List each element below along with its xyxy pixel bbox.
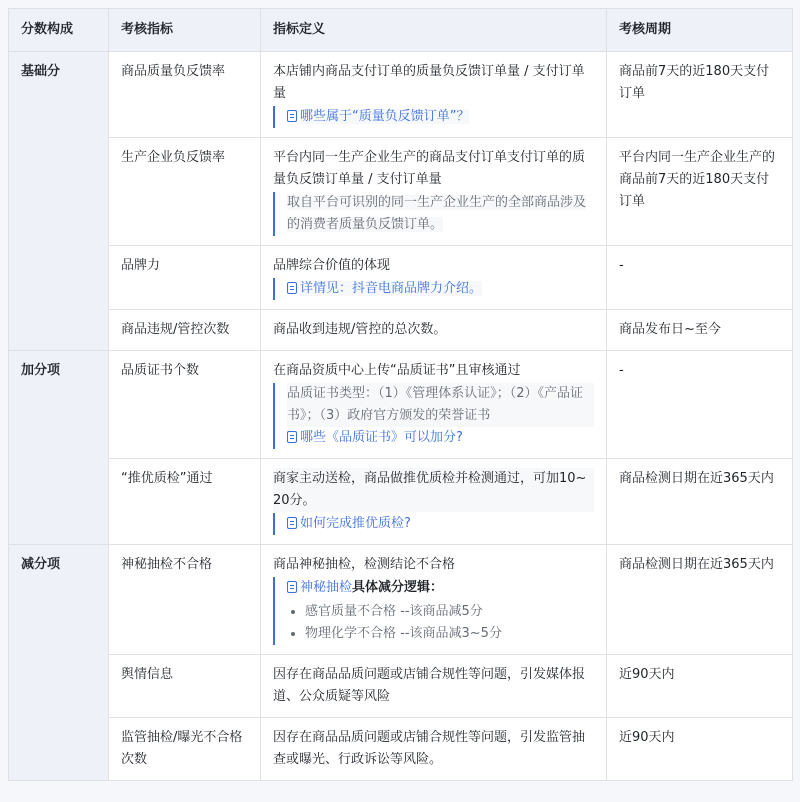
period-cell: -: [607, 351, 793, 459]
definition-cell: [261, 718, 607, 781]
quality-check-link[interactable]: 如何完成推优质检?: [300, 516, 411, 531]
period-cell: 近90天内: [607, 718, 793, 781]
header-definition: 指标定义: [261, 9, 607, 52]
definition-cell: [261, 52, 607, 138]
table-row: [9, 310, 793, 351]
indicator-cell: 监管抽检/曝光不合格次数: [109, 718, 261, 781]
note-quote: [273, 106, 594, 128]
group-deduct: 减分项: [9, 545, 109, 781]
deduct-logic-label: 具体减分逻辑：: [352, 580, 444, 595]
period-cell: -: [607, 246, 793, 310]
note-text: 取自平台可识别的同一生产企业生产的全部商品涉及的消费者质量负反馈订单。: [287, 195, 587, 232]
certificate-link[interactable]: 哪些《品质证书》可以加分?: [300, 430, 463, 445]
group-basic: 基础分: [9, 52, 109, 351]
period-cell: 商品发布日~至今: [607, 310, 793, 351]
definition-text: 品牌综合价值的体现: [273, 258, 391, 273]
table-row: [9, 138, 793, 246]
table-row: [9, 545, 793, 655]
list-item: • 感官质量不合格 --该商品减5分: [305, 601, 594, 623]
note-text: 品质证书类型：（1）《管理体系认证》；（2）《产品证书》；（3）政府官方颁发的荣誉证书: [287, 383, 594, 427]
table-row: [9, 351, 793, 459]
period-cell: 近90天内: [607, 655, 793, 718]
header-indicator: 考核指标: [109, 9, 261, 52]
indicator-cell: “推优质检”通过: [109, 459, 261, 545]
indicator-cell: 生产企业负反馈率: [109, 138, 261, 246]
definition-text: 平台内同一生产企业生产的商品支付订单支付订单的质量负反馈订单量 / 支付订单量: [273, 150, 586, 187]
definition-cell: [261, 246, 607, 310]
definition-text: 商家主动送检，商品做推优质检并检测通过，可加10~20分。: [273, 468, 594, 512]
list-item: • 物理化学不合格 --该商品减3~5分: [305, 623, 594, 645]
note-quote: [273, 278, 594, 300]
indicator-cell: 品牌力: [109, 246, 261, 310]
header-score-composition: 分数构成: [9, 9, 109, 52]
indicator-cell: 品质证书个数: [109, 351, 261, 459]
definition-text: 本店铺内商品支付订单的质量负反馈订单量 / 支付订单量: [273, 64, 585, 101]
document-icon: [287, 110, 297, 122]
score-table: [8, 8, 793, 781]
period-cell: 商品检测日期在近365天内: [607, 545, 793, 655]
brand-power-link[interactable]: 详情见：抖音电商品牌力介绍。: [300, 281, 483, 296]
header-period: 考核周期: [607, 9, 793, 52]
note-quote: [273, 192, 594, 236]
document-icon: [287, 517, 297, 529]
definition-text: 商品收到违规/管控的总次数。: [273, 322, 447, 337]
period-cell: 商品前7天的近180天支付订单: [607, 52, 793, 138]
group-bonus: 加分项: [9, 351, 109, 545]
table-header-row: [9, 9, 793, 52]
definition-cell: [261, 545, 607, 655]
table-row: [9, 718, 793, 781]
indicator-cell: 商品违规/管控次数: [109, 310, 261, 351]
table-row: [9, 459, 793, 545]
definition-text: 商品神秘抽检，检测结论不合格: [273, 557, 456, 572]
document-icon: [287, 282, 297, 294]
indicator-cell: 商品质量负反馈率: [109, 52, 261, 138]
table-row: [9, 246, 793, 310]
document-icon: [287, 581, 297, 593]
definition-cell: [261, 655, 607, 718]
indicator-cell: 舆情信息: [109, 655, 261, 718]
definition-cell: [261, 310, 607, 351]
indicator-cell: 神秘抽检不合格: [109, 545, 261, 655]
mystery-check-link[interactable]: 神秘抽检: [300, 580, 353, 595]
faq-link[interactable]: 哪些属于“质量负反馈订单”？: [300, 109, 470, 124]
definition-cell: [261, 138, 607, 246]
note-quote: [273, 577, 594, 645]
table-row: [9, 52, 793, 138]
period-cell: 平台内同一生产企业生产的商品前7天的近180天支付订单: [607, 138, 793, 246]
definition-text: 因存在商品品质问题或店铺合规性等问题，引发媒体报道、公众质疑等风险: [273, 667, 586, 704]
document-icon: [287, 431, 297, 443]
definition-cell: [261, 351, 607, 459]
definition-cell: [261, 459, 607, 545]
table-row: [9, 655, 793, 718]
definition-text: 因存在商品品质问题或店铺合规性等问题，引发监管抽查或曝光、行政诉讼等风险。: [273, 730, 586, 767]
period-cell: 商品检测日期在近365天内: [607, 459, 793, 545]
note-quote: [273, 383, 594, 449]
deduct-list: [287, 601, 594, 645]
definition-text: 在商品资质中心上传“品质证书”且审核通过: [273, 363, 521, 378]
note-quote: [273, 513, 594, 535]
